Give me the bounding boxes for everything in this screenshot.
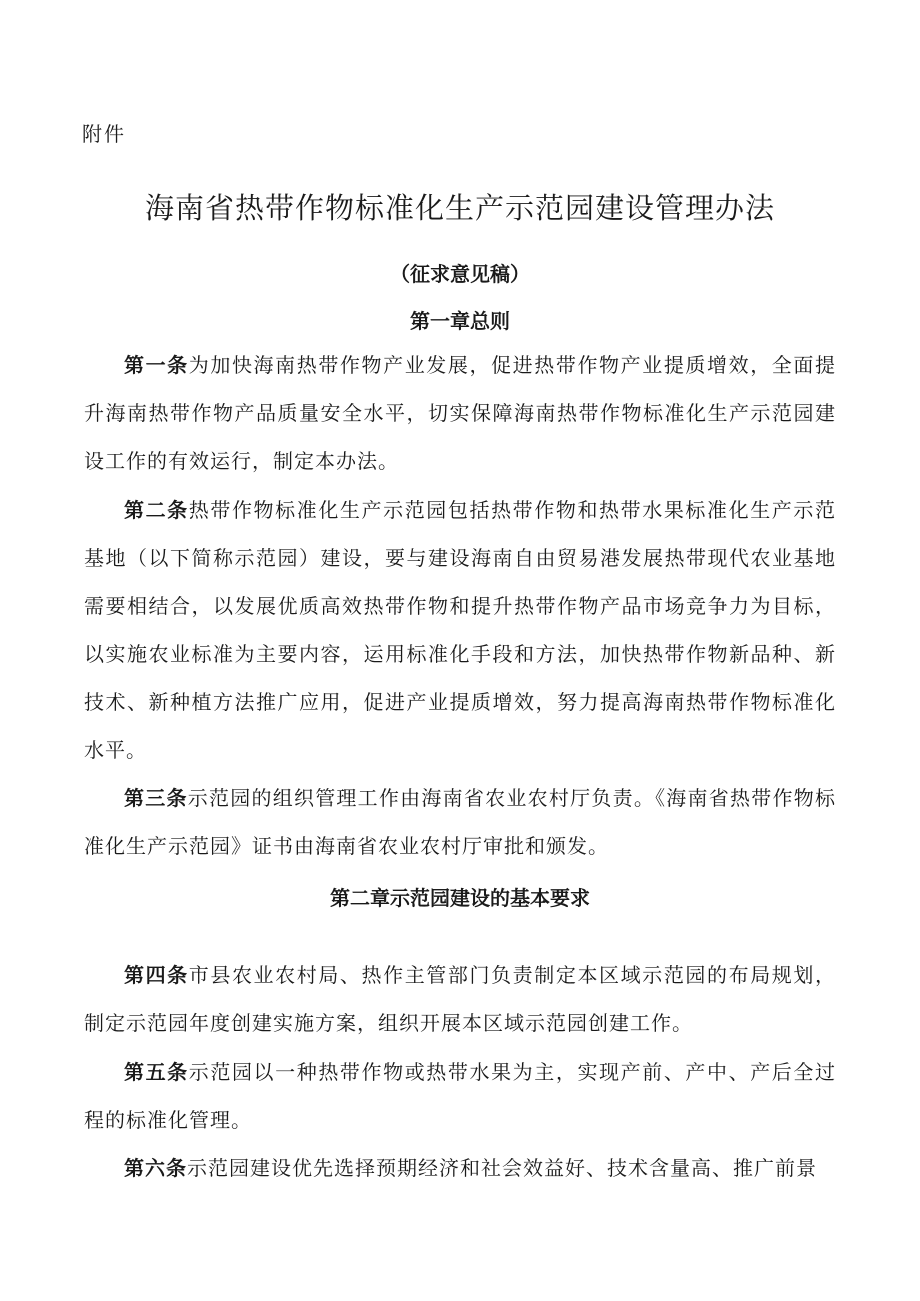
article-4 [84,951,836,1047]
attachment-label: 附件 [82,122,126,146]
article-3 [84,774,836,870]
article-label: 第五条 [124,1060,189,1084]
article-text: 为加快海南热带作物产业发展，促进热带作物产业提质增效，全面提升海南热带作物产品质量安全水平，切实保障海南热带作物标准化生产示范园建设工作的有效运行，制定本办法。 [84,353,836,473]
document-title: 海南省热带作物标准化生产示范园建设管理办法 [144,191,775,225]
chapter-heading-2: 第二章示范园建设的基本要求 [330,886,590,910]
article-text: 热带作物标准化生产示范园包括热带作物和热带水果标准化生产示范基地（以下简称示范园）建设，要与建设海南自由贸易港发展热带现代农业基地需要相结合，以发展优质高效热带作物和提升热带作物产品市场竞争力为目标，以实施农业标准为主要内容，运用标准化手段和方法，加快热带作物新品种、新技术、新种植方法推广应用，促进产业提质增效，努力提高海南热带作物标准化水平。 [84,498,836,762]
article-6 [84,1144,836,1192]
article-label: 第四条 [124,963,189,987]
article-1 [84,341,836,485]
article-label: 第二条 [124,498,189,522]
article-label: 第一条 [124,353,189,377]
article-text: 示范园建设优先选择预期经济和社会效益好、技术含量高、推广前景 [187,1156,817,1180]
document-subtitle: （征求意见稿） [390,262,530,286]
article-text: 示范园以一种热带作物或热带水果为主，实现产前、产中、产后全过程的标准化管理。 [84,1060,836,1132]
article-5 [84,1048,836,1144]
article-label: 第三条 [124,786,188,810]
article-text: 市县农业农村局、热作主管部门负责制定本区域示范园的布局规划，制定示范园年度创建实施方案，组织开展本区域示范园创建工作。 [84,963,836,1035]
article-label: 第六条 [124,1156,187,1180]
article-2 [84,486,836,774]
article-text: 示范园的组织管理工作由海南省农业农村厅负责。《海南省热带作物标准化生产示范园》证书由海南省农业农村厅审批和颁发。 [84,786,837,858]
chapter-heading-1: 第一章总则 [410,309,510,333]
